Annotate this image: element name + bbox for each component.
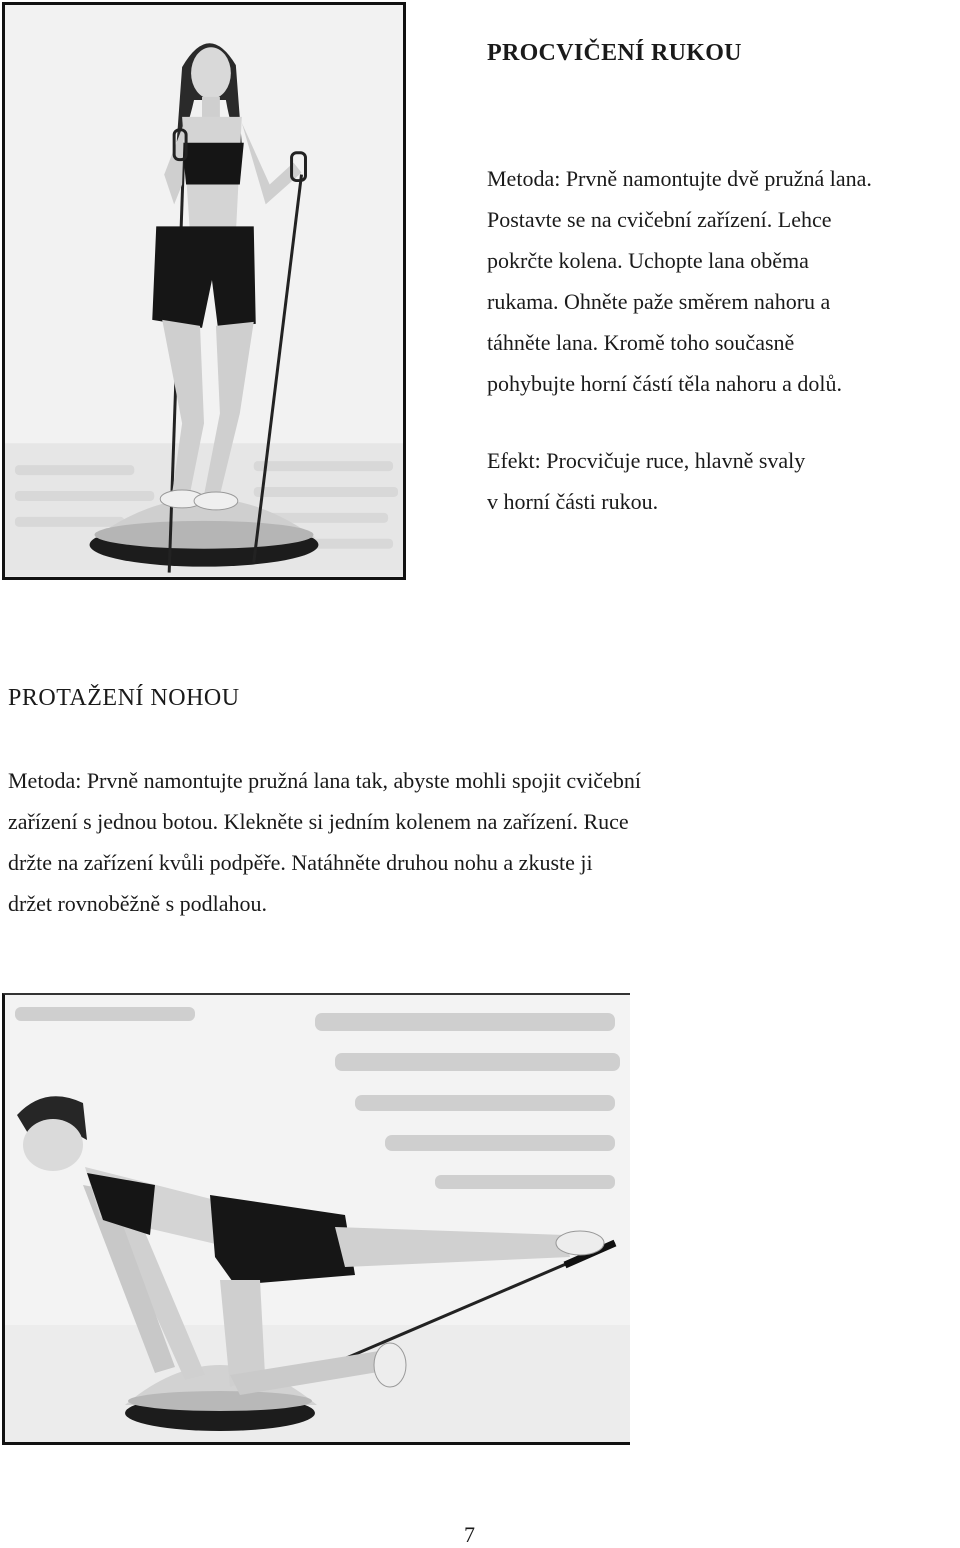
text-line: držte na zařízení kvůli podpěře. Natáhněte druhou nohu a zkuste ji xyxy=(8,850,593,875)
page-number: 7 xyxy=(464,1522,475,1547)
text-line: pohybujte horní částí těla nahoru a dolů. xyxy=(487,371,842,396)
text-line: Metoda: Prvně namontujte pružná lana tak, abyste mohli spojit cvičební xyxy=(8,768,641,793)
arm-exercise-effect xyxy=(487,440,805,522)
text-line: Metoda: Prvně namontujte dvě pružná lana. xyxy=(487,166,872,191)
section-title-arm-exercise: PROCVIČENÍ RUKOU xyxy=(487,40,742,66)
text-line: táhněte lana. Kromě toho současně xyxy=(487,330,795,355)
text-line: Postavte se na cvičební zařízení. Lehce xyxy=(487,207,832,232)
text-line: Efekt: Procvičuje ruce, hlavně svaly xyxy=(487,448,806,473)
text-line: rukama. Ohněte paže směrem nahoru a xyxy=(487,289,831,314)
leg-stretch-method xyxy=(8,760,641,924)
arm-exercise-photo xyxy=(2,2,406,580)
arm-exercise-illustration xyxy=(5,5,403,577)
arm-exercise-method xyxy=(487,158,872,404)
leg-stretch-illustration xyxy=(5,995,630,1442)
text-line: pokrčte kolena. Uchopte lana oběma xyxy=(487,248,809,273)
section-title-leg-stretch: PROTAŽENÍ NOHOU xyxy=(8,685,240,711)
text-line: držet rovnoběžně s podlahou. xyxy=(8,891,268,916)
leg-stretch-photo xyxy=(2,993,630,1445)
text-line: zařízení s jednou botou. Klekněte si jedním kolenem na zařízení. Ruce xyxy=(8,809,629,834)
text-line: v horní části rukou. xyxy=(487,489,659,514)
